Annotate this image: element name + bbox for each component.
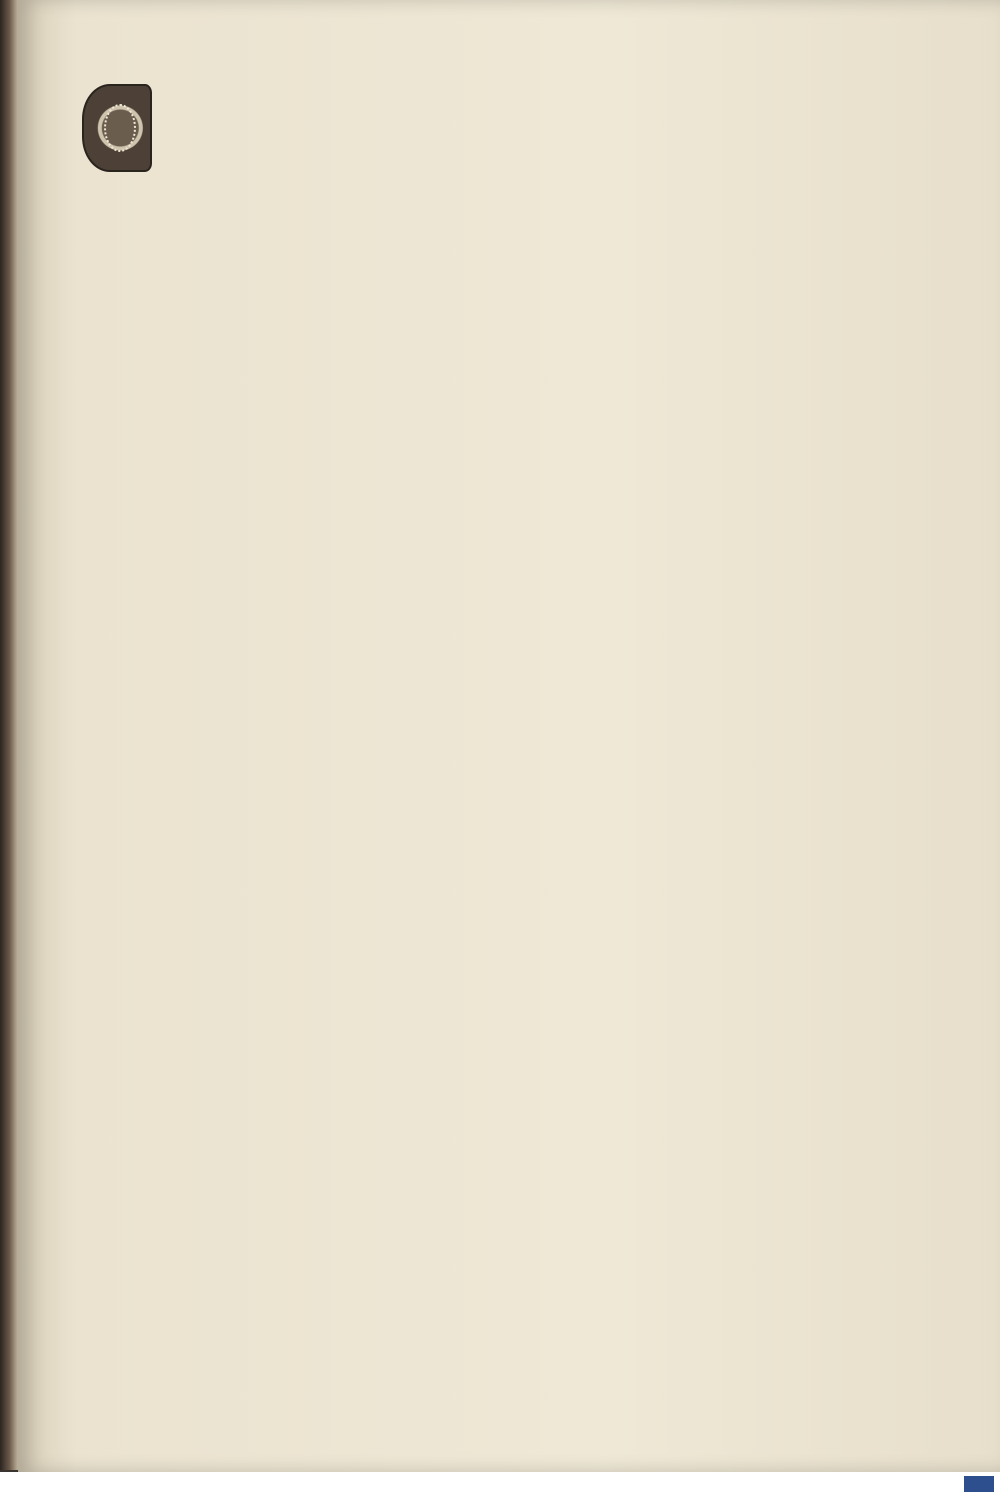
decorated-initial-d-icon bbox=[82, 84, 152, 172]
footer-bar bbox=[0, 1472, 1000, 1496]
running-head bbox=[318, 0, 718, 44]
chapter-first-line bbox=[160, 82, 492, 102]
book-page bbox=[18, 0, 1000, 1472]
dfg-logo-icon bbox=[964, 1476, 994, 1492]
left-text-column bbox=[82, 72, 492, 174]
chapter-opening bbox=[82, 82, 492, 102]
